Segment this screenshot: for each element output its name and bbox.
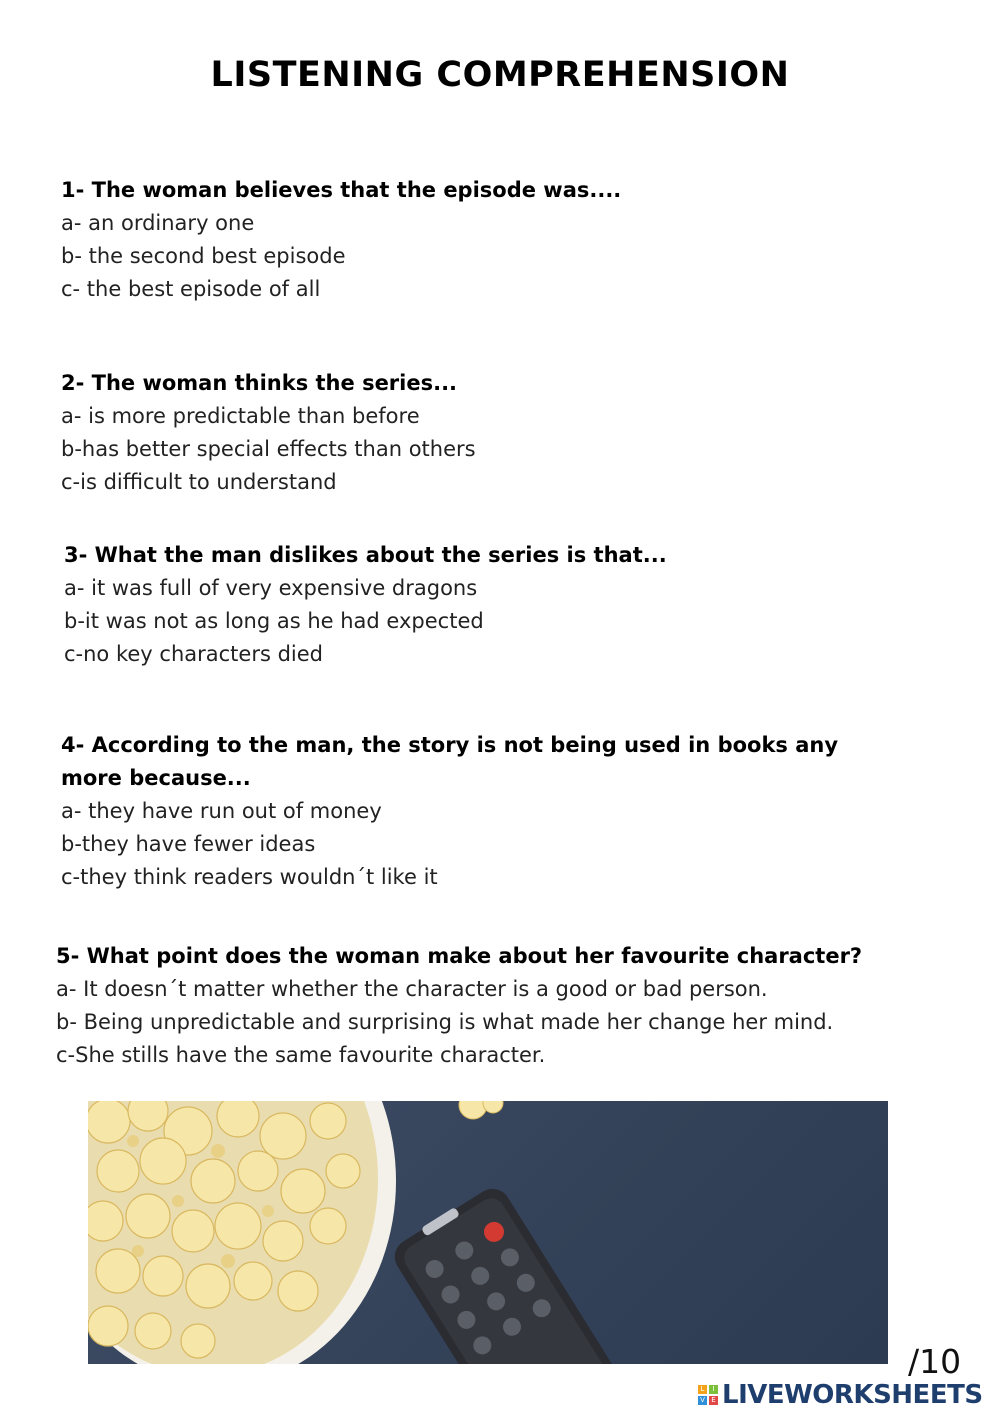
score-label: /10	[908, 1342, 962, 1381]
question-text: 2- The woman thinks the series...	[61, 371, 458, 395]
option-b: b-they have fewer ideas	[61, 832, 316, 856]
option-a: a- is more predictable than before	[61, 404, 420, 428]
option-b: b-has better special effects than others	[61, 437, 476, 461]
question-text: 5- What point does the woman make about her favourite character?	[56, 944, 863, 968]
question-4	[61, 729, 861, 894]
popcorn-remote-illustration	[88, 1101, 888, 1364]
question-1	[61, 174, 921, 306]
option-c: c- the best episode of all	[61, 277, 321, 301]
page-title: LISTENING COMPREHENSION	[210, 55, 790, 95]
option-c: c-She stills have the same favourite character.	[56, 1043, 546, 1067]
question-5	[56, 940, 936, 1072]
liveworksheets-logo-icon: L I V E	[698, 1385, 718, 1405]
option-b: b- the second best episode	[61, 244, 346, 268]
option-b: b- Being unpredictable and surprising is what made her change her mind.	[56, 1010, 834, 1034]
option-a: a- it was full of very expensive dragons	[64, 576, 478, 600]
brand-name: LIVEWORKSHEETS	[722, 1380, 983, 1410]
option-a: a- an ordinary one	[61, 211, 255, 235]
option-c: c-is difficult to understand	[61, 470, 337, 494]
option-c: c-they think readers wouldn´t like it	[61, 865, 438, 889]
option-a: a- they have run out of money	[61, 799, 382, 823]
question-text: 3- What the man dislikes about the series is that...	[64, 543, 667, 567]
question-3	[64, 539, 924, 671]
brand-logo	[698, 1380, 983, 1410]
question-text: 1- The woman believes that the episode was....	[61, 178, 622, 202]
option-c: c-no key characters died	[64, 642, 323, 666]
option-a: a- It doesn´t matter whether the character is a good or bad person.	[56, 977, 768, 1001]
question-text: 4- According to the man, the story is not being used in books any more because...	[61, 733, 839, 790]
popcorn-remote-photo	[88, 1101, 888, 1364]
option-b: b-it was not as long as he had expected	[64, 609, 484, 633]
question-2	[61, 367, 921, 499]
